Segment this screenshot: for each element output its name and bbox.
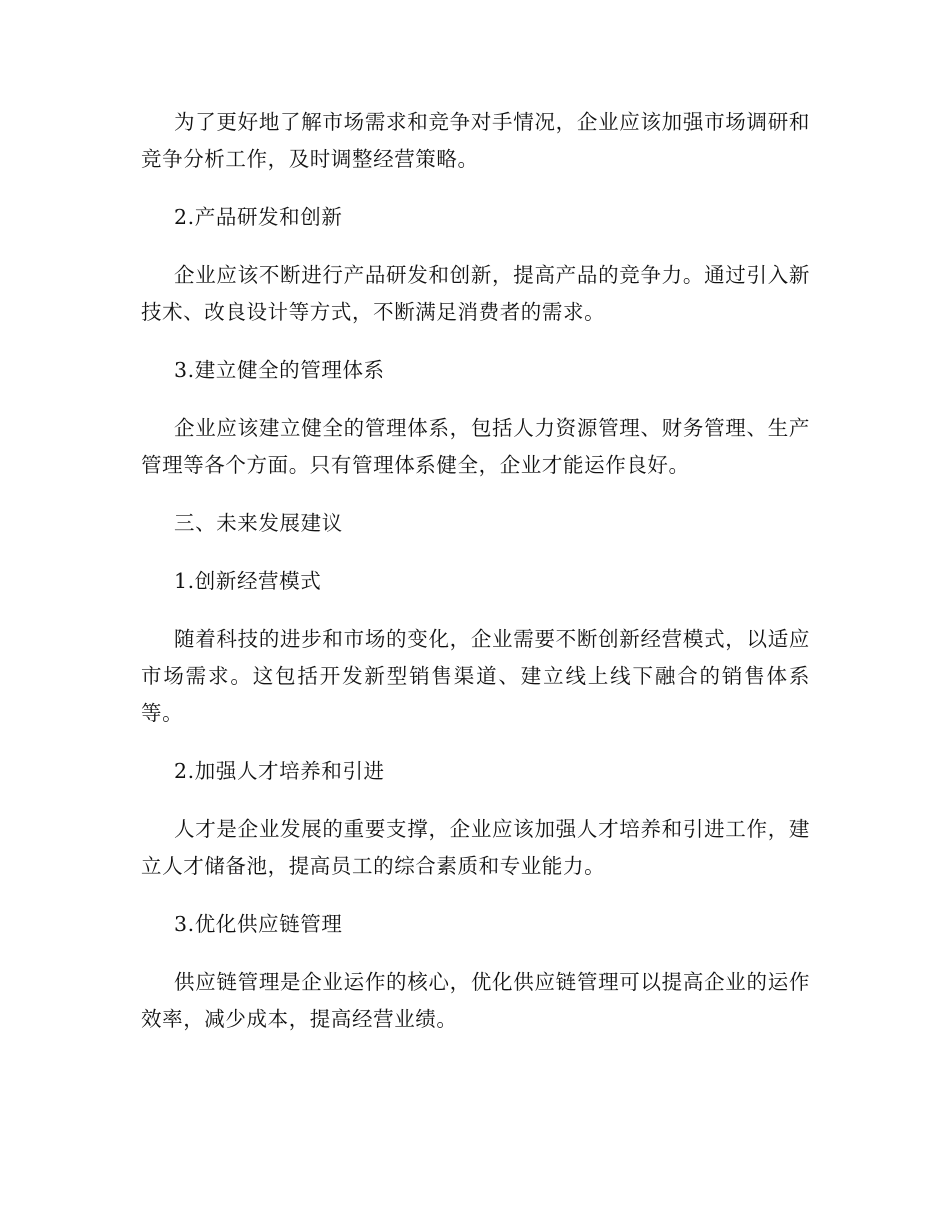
- paragraph-product-rd: 企业应该不断进行产品研发和创新，提高产品的竞争力。通过引入新技术、改良设计等方式，不断满足消费者的需求。: [141, 263, 810, 324]
- paragraph-market-research: 为了更好地了解市场需求和竞争对手情况，企业应该加强市场调研和竞争分析工作，及时调整经营策略。: [141, 110, 810, 171]
- spacer: [141, 389, 810, 410]
- spacer: [141, 542, 810, 563]
- spacer: [141, 790, 810, 811]
- spacer: [141, 484, 810, 505]
- paragraph-business-model: 随着科技的进步和市场的变化，企业需要不断创新经营模式，以适应市场需求。这包括开发新型销售渠道、建立线上线下融合的销售体系等。: [141, 627, 810, 725]
- heading-management-system: 3.建立健全的管理体系: [174, 358, 385, 382]
- paragraph-talent: 人才是企业发展的重要支撑，企业应该加强人才培养和引进工作，建立人才储备池，提高员工的综合素质和专业能力。: [141, 817, 810, 878]
- spacer: [141, 600, 810, 621]
- spacer: [141, 885, 810, 906]
- paragraph-supply-chain: 供应链管理是企业运作的核心，优化供应链管理可以提高企业的运作效率，减少成本，提高经营业绩。: [141, 970, 810, 1031]
- heading-business-model: 1.创新经营模式: [174, 569, 322, 593]
- paragraph-management-system: 企业应该建立健全的管理体系，包括人力资源管理、财务管理、生产管理等各个方面。只有管理体系健全，企业才能运作良好。: [141, 416, 810, 477]
- heading-supply-chain: 3.优化供应链管理: [174, 912, 343, 936]
- spacer: [141, 178, 810, 199]
- spacer: [141, 943, 810, 964]
- heading-future-suggestions: 三、未来发展建议: [174, 511, 343, 535]
- spacer: [141, 732, 810, 753]
- spacer: [141, 236, 810, 257]
- heading-product-rd: 2.产品研发和创新: [174, 205, 343, 229]
- spacer: [141, 331, 810, 352]
- heading-talent: 2.加强人才培养和引进: [174, 759, 385, 783]
